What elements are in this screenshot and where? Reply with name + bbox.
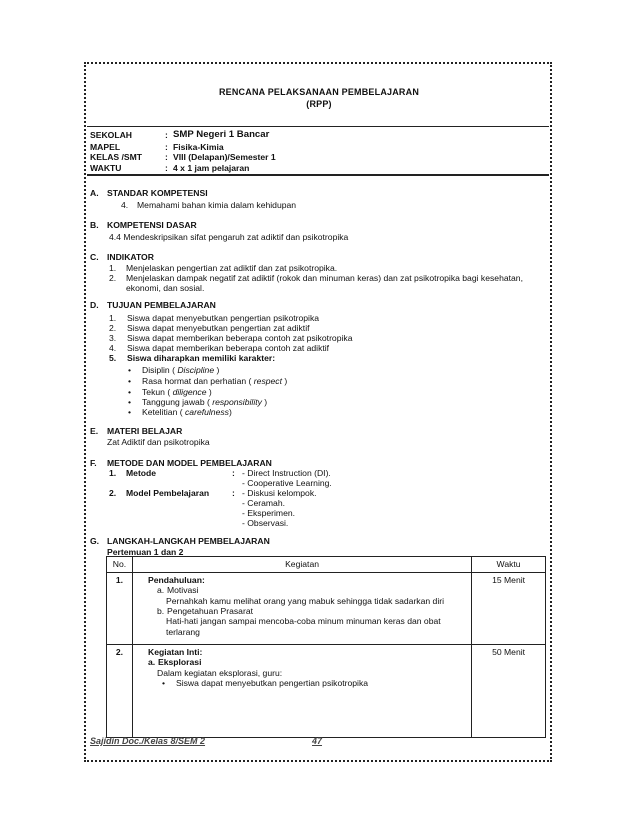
tujuan-item: Siswa dapat memberikan beberapa contoh zat psikotropika [127,333,353,343]
tujuan-num: 1. [109,313,117,323]
model-item: - Ceramah. [242,498,285,508]
section-d-title: TUJUAN PEMBELAJARAN [107,300,216,310]
section-e-letter: E. [90,426,99,436]
section-a-title: STANDAR KOMPETENSI [107,188,208,198]
row-no: 2. [107,644,133,737]
sub-item-text: terlarang [165,626,200,637]
identity-label: WAKTU [90,163,122,173]
row-no: 1. [107,573,133,645]
metode-item: - Cooperative Learning. [242,478,332,488]
section-c-letter: C. [90,252,99,262]
document-title: RENCANA PELAKSANAAN PEMBELAJARAN [218,87,420,97]
metode-colon: : [232,468,235,478]
identity-label: MAPEL [90,142,121,152]
section-g-letter: G. [90,536,100,546]
tujuan-item: Siswa dapat menyebutkan pengertian psikotropika [127,313,320,323]
metode-num: 1. [109,468,117,478]
sub-item-text: Hati-hati jangan sampai mencoba-coba minum minuman keras dan obat [165,616,441,627]
tujuan-num: 4. [109,343,117,353]
identity-value-kelas: VIII (Delapan)/Semester 1 [173,152,276,162]
model-label: Model Pembelajaran [126,488,210,498]
sub-item: b. Pengetahuan Prasarat [156,605,253,616]
sub-item: a. Eksplorasi [147,657,202,668]
section-e-title: MATERI BELAJAR [107,426,183,436]
karakter-num: 5. [109,353,117,363]
tujuan-item: Siswa dapat memberikan beberapa contoh zat adiktif [127,343,330,353]
section-b-letter: B. [90,220,99,230]
section-f-letter: F. [90,458,97,468]
section-a-num: 4. [121,200,129,210]
table-header-row [107,557,546,573]
row-waktu: 50 Menit [472,644,546,737]
indikator-item: Menjelaskan dampak negatif zat adiktif (rokok dan minuman keras) dan zat psikotropika bagi kesehatan, [126,273,523,283]
identity-colon: : [165,130,168,140]
identity-value-waktu: 4 x 1 jam pelajaran [173,163,250,173]
model-colon: : [232,488,235,498]
section-a-letter: A. [90,188,99,198]
model-item: - Eksperimen. [242,508,296,518]
model-num: 2. [109,488,117,498]
indikator-item: Menjelaskan pengertian zat adiktif dan zat psikotropika. [126,263,338,273]
row-title: Pendahuluan: [147,575,205,585]
identity-colon: : [165,142,168,152]
section-f-title: METODE DAN MODEL PEMBELAJARAN [107,458,272,468]
identity-value-sekolah: SMP Negeri 1 Bancar [173,129,270,140]
identity-label: SEKOLAH [90,130,133,140]
tujuan-item: Siswa dapat menyebutkan pengertian zat adiktif [127,323,310,333]
karakter-item: • Disiplin ( Discipline ) [128,365,219,375]
identity-colon: : [165,152,168,162]
row-title: Kegiatan Inti: [147,646,203,657]
sub-item: a. Motivasi [156,585,199,596]
section-c-title: INDIKATOR [107,252,154,262]
row-kegiatan [132,644,471,737]
identity-label: KELAS /SMT [90,152,143,162]
indikator-num: 1. [109,263,117,273]
identity-value-mapel: Fisika-Kimia [173,142,224,152]
karakter-item: • Tekun ( diligence ) [128,387,212,397]
bullet-item: • Siswa dapat menyebutkan pengertian psikotropika [138,678,466,688]
row-kegiatan [132,573,471,645]
section-a-text: Memahami bahan kimia dalam kehidupan [137,200,297,210]
karakter-item: • Tanggung jawab ( responsibility ) [128,397,267,407]
row-waktu: 15 Menit [472,573,546,645]
karakter-item: • Rasa hormat dan perhatian ( respect ) [128,376,287,386]
header-waktu: Waktu [472,557,546,573]
header-divider [87,126,549,127]
karakter-title: Siswa diharapkan memiliki karakter: [127,353,276,363]
model-item: - Observasi. [242,518,289,528]
section-b-text: 4.4 Mendeskripsikan sifat pengaruh zat adiktif dan psikotropika [109,232,349,242]
identity-colon: : [165,163,168,173]
metode-item: - Direct Instruction (DI). [242,468,331,478]
section-e-text: Zat Adiktif dan psikotropika [107,437,210,447]
table-row [107,644,546,737]
kegiatan-table [106,556,546,738]
indikator-num: 2. [109,273,117,283]
section-d-letter: D. [90,300,99,310]
footer-label: Sajidin Doc./Kelas 8/SEM 2 [90,736,206,746]
tujuan-num: 3. [109,333,117,343]
document-subtitle: (RPP) [306,99,332,109]
sub-item-text: Dalam kegiatan eksplorasi, guru: [156,667,283,678]
section-b-title: KOMPETENSI DASAR [107,220,197,230]
page-number: 47 [312,736,323,746]
tujuan-num: 2. [109,323,117,333]
table-row [107,573,546,645]
indikator-item-cont: ekonomi, dan sosial. [126,283,205,293]
karakter-item: • Ketelitian ( carefulness) [128,407,232,417]
sub-item-text: Pernahkah kamu melihat orang yang mabuk sehingga tidak sadarkan diri [165,595,445,606]
section-g-title: LANGKAH-LANGKAH PEMBELAJARAN [107,536,270,546]
header-no: No. [107,557,133,573]
identity-divider [87,174,549,176]
model-item: - Diskusi kelompok. [242,488,317,498]
metode-label: Metode [126,468,157,478]
header-kegiatan: Kegiatan [132,557,471,573]
section-g-subtitle: Pertemuan 1 dan 2 [107,547,184,557]
